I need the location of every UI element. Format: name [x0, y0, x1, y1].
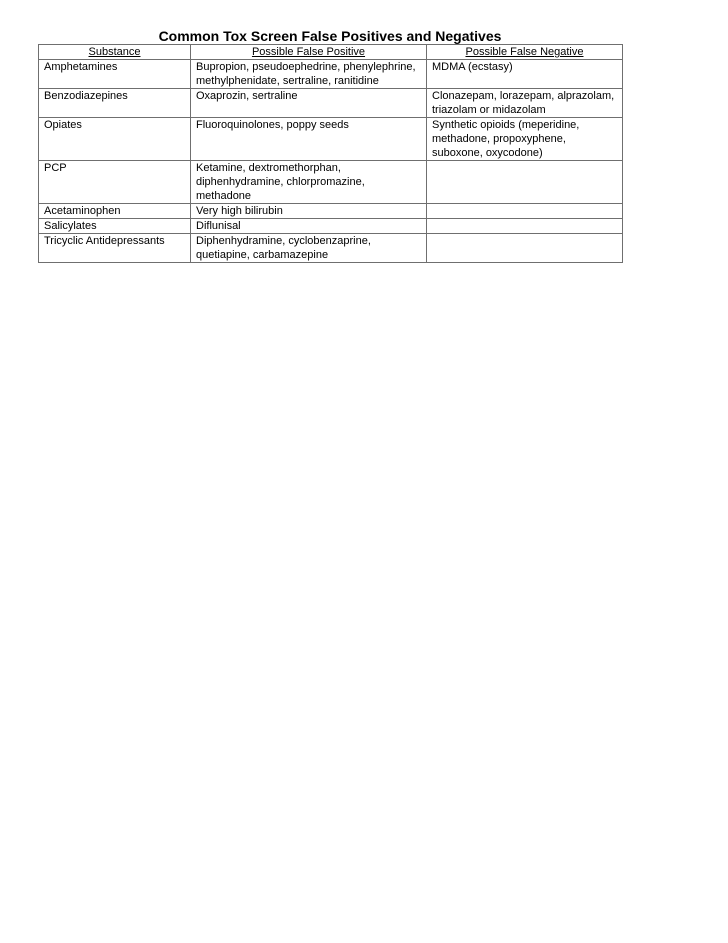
table-row — [39, 161, 623, 204]
tox-screen-table — [38, 44, 623, 263]
table-header-row — [39, 45, 623, 60]
table-row — [39, 219, 623, 234]
substance-cell: Salicylates — [39, 219, 191, 234]
header-false-positive: Possible False Positive — [191, 45, 427, 60]
false-negative-cell: Clonazepam, lorazepam, alprazolam, triazolam or midazolam — [427, 89, 623, 118]
table-row — [39, 204, 623, 219]
table-row — [39, 89, 623, 118]
header-false-negative: Possible False Negative — [427, 45, 623, 60]
false-positive-cell: Fluoroquinolones, poppy seeds — [191, 118, 427, 161]
table-row — [39, 118, 623, 161]
false-positive-cell: Diflunisal — [191, 219, 427, 234]
substance-cell: PCP — [39, 161, 191, 204]
false-positive-cell: Oxaprozin, sertraline — [191, 89, 427, 118]
false-negative-cell — [427, 234, 623, 263]
false-positive-cell: Bupropion, pseudoephedrine, phenylephrine, methylphenidate, sertraline, ranitidine — [191, 60, 427, 89]
substance-cell: Tricyclic Antidepressants — [39, 234, 191, 263]
false-negative-cell: Synthetic opioids (meperidine, methadone, propoxyphene, suboxone, oxycodone) — [427, 118, 623, 161]
false-negative-cell — [427, 161, 623, 204]
false-negative-cell — [427, 204, 623, 219]
false-positive-cell: Diphenhydramine, cyclobenzaprine, quetiapine, carbamazepine — [191, 234, 427, 263]
header-substance: Substance — [39, 45, 191, 60]
false-negative-cell: MDMA (ecstasy) — [427, 60, 623, 89]
substance-cell: Benzodiazepines — [39, 89, 191, 118]
substance-cell: Acetaminophen — [39, 204, 191, 219]
table-row — [39, 234, 623, 263]
document-title: Common Tox Screen False Positives and Negatives — [158, 28, 502, 44]
table-row — [39, 60, 623, 89]
false-positive-cell: Ketamine, dextromethorphan, diphenhydramine, chlorpromazine, methadone — [191, 161, 427, 204]
substance-cell: Amphetamines — [39, 60, 191, 89]
substance-cell: Opiates — [39, 118, 191, 161]
false-negative-cell — [427, 219, 623, 234]
false-positive-cell: Very high bilirubin — [191, 204, 427, 219]
